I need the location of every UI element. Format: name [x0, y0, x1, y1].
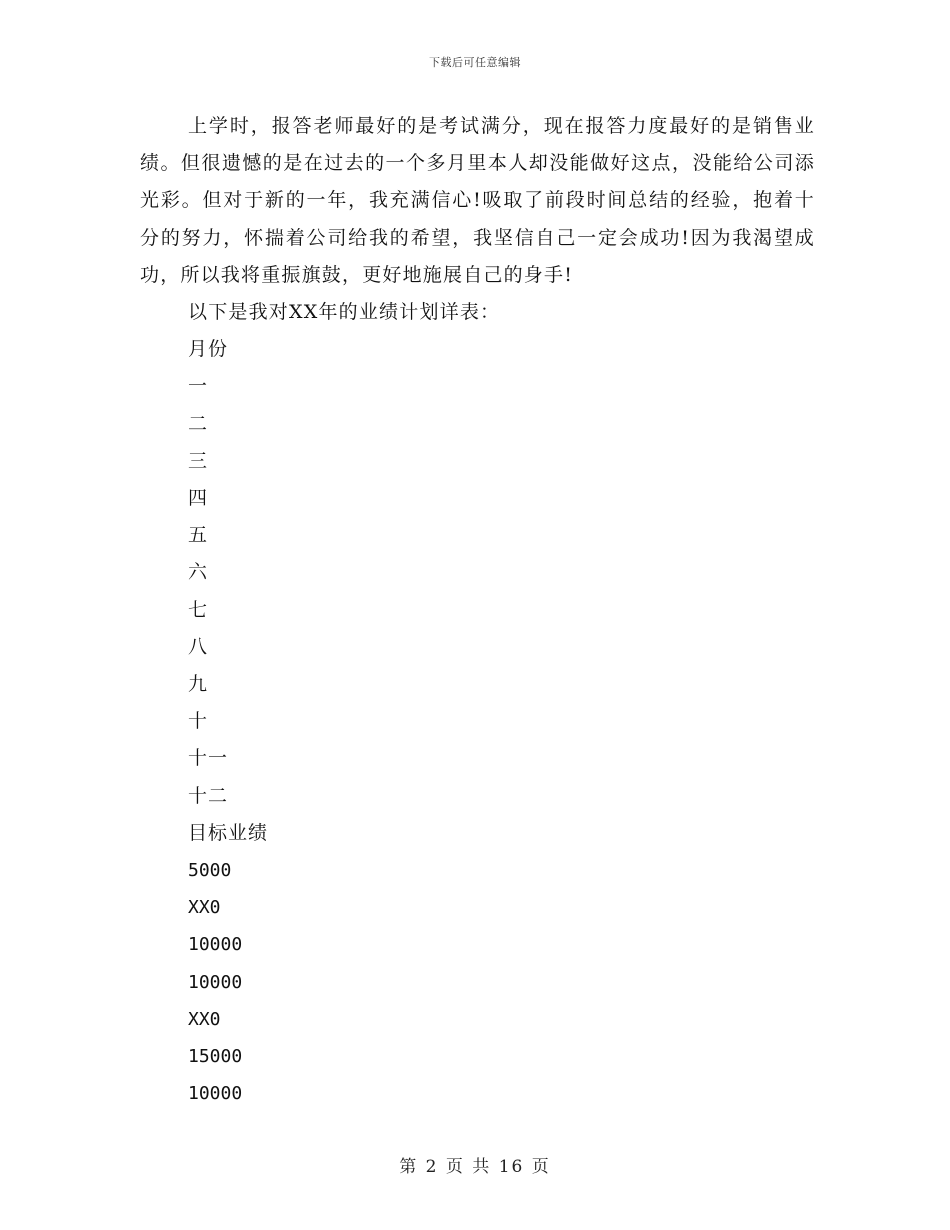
header-note: 下载后可任意编辑: [429, 56, 521, 69]
paragraph-plan-intro: 以下是我对XX年的业绩计划详表：: [188, 301, 501, 324]
target-header: 目标业绩: [188, 821, 269, 844]
target-item: 15000: [188, 1046, 243, 1068]
month-item: 一: [188, 375, 209, 398]
month-item: 七: [188, 598, 209, 621]
month-item: 二: [188, 412, 209, 435]
month-item: 十: [188, 710, 209, 733]
month-item: 四: [188, 487, 209, 510]
document-body: [140, 108, 815, 1112]
page-number-footer: 第 2 页 共 16 页: [399, 1157, 551, 1177]
month-item: 五: [188, 524, 209, 547]
plan-table-list: [140, 331, 815, 1112]
month-item: 十一: [188, 747, 229, 770]
month-item: 九: [188, 673, 209, 696]
target-item: XX0: [188, 1008, 221, 1030]
month-item: 六: [188, 561, 209, 584]
target-item: 5000: [188, 860, 232, 882]
paragraph-intro: 上学时，报答老师最好的是考试满分，现在报答力度最好的是销售业绩。但很遗憾的是在过去的一个多月里本人却没能做好这点，没能给公司添光彩。但对于新的一年，我充满信心!吸取了前段时间总结的经验，抱着十分的努力，怀揣着公司给我的希望，我坚信自己一定会成功!因为我渴望成功，所以我将重振旗鼓，更好地施展自己的身手!: [140, 115, 815, 286]
month-item: 三: [188, 449, 209, 472]
target-item: XX0: [188, 897, 221, 919]
target-item: 10000: [188, 934, 243, 956]
month-header: 月份: [188, 338, 229, 361]
target-item: 10000: [188, 1083, 243, 1105]
month-item: 十二: [188, 784, 229, 807]
target-item: 10000: [188, 971, 243, 993]
month-item: 八: [188, 635, 209, 658]
